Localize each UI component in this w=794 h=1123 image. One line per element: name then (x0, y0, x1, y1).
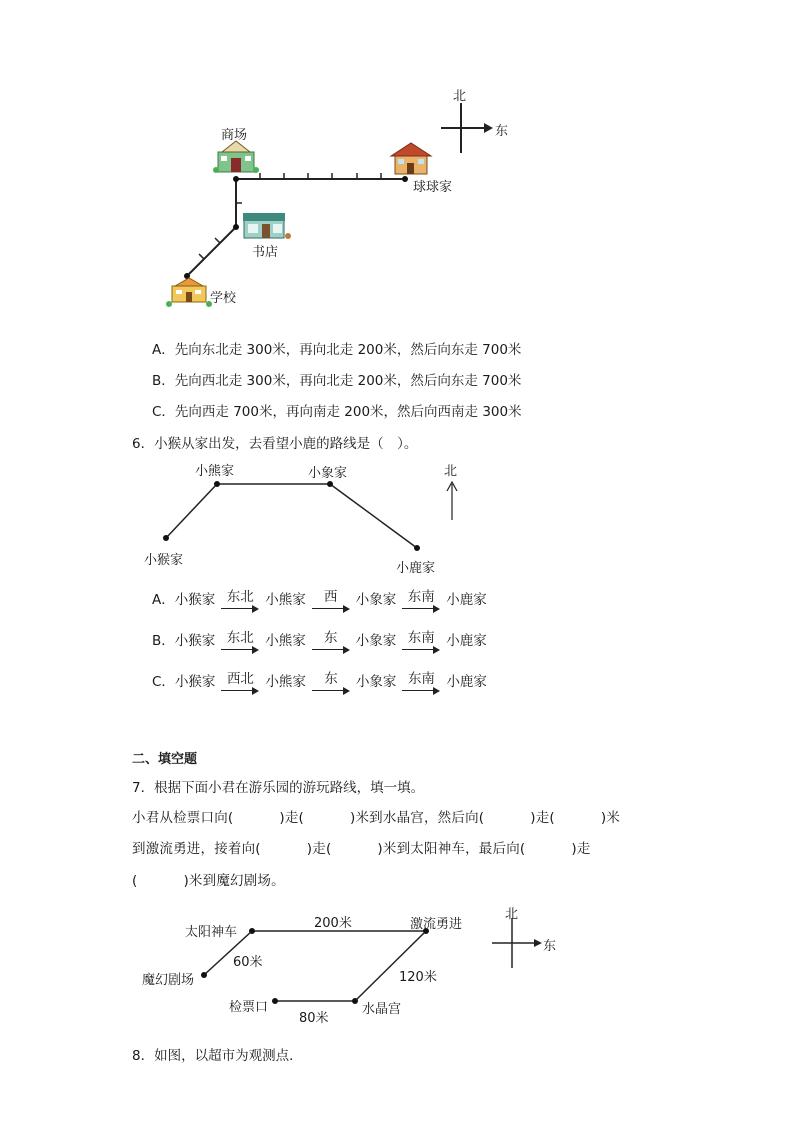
monkey-home-label: 小猴家 (144, 553, 184, 568)
house-icon (391, 143, 431, 174)
compass-icon (492, 918, 542, 968)
q5-option-b: B．先向西北走 300米，再向北走 200米，然后向东走 700米 (152, 373, 522, 389)
compass-east-label: 东 (495, 124, 509, 139)
crystal-palace-label: 水晶宫 (362, 1002, 402, 1017)
section-heading: 二、填空题 (132, 752, 198, 767)
q7-title: 7．根据下面小君在游乐园的游玩路线，填一填。 (132, 780, 425, 796)
school-label: 学校 (210, 291, 237, 306)
route-arrow: 东北 (221, 588, 259, 612)
route-arrow: 东北 (221, 629, 259, 653)
q5-option-a: A．先向东北走 300米，再向北走 200米，然后向东走 700米 (152, 342, 522, 358)
map-route-school (0, 0, 794, 330)
route-arrow: 东 (312, 670, 350, 694)
qiuqiu-home-label: 球球家 (413, 180, 453, 195)
magic-theater-label: 魔幻剧场 (142, 973, 195, 988)
distance-120-label: 120米 (399, 970, 437, 985)
q5-option-c: C．先向西走 700米，再向南走 200米，然后向西南走 300米 (152, 404, 522, 420)
distance-200-label: 200米 (314, 916, 352, 931)
rapids-label: 激流勇进 (410, 917, 463, 932)
q7-line-3: ( )米到魔幻剧场。 (132, 873, 285, 889)
q7-line-2: 到激流勇进，接着向( )走( )米到太阳神车，最后向( )走 (132, 841, 591, 857)
sun-car-label: 太阳神车 (185, 925, 238, 940)
q6-north-label: 北 (444, 464, 458, 479)
school-icon (166, 278, 212, 307)
distance-80-label: 80米 (299, 1011, 329, 1026)
route-arrow: 东南 (402, 629, 440, 653)
route-arrow: 东南 (402, 670, 440, 694)
q6-question: 6．小猴从家出发，去看望小鹿的路线是（ ）。 (132, 436, 418, 452)
bookstore-label: 书店 (252, 245, 279, 260)
mall-building-icon (213, 141, 259, 173)
q8-title: 8．如图，以超市为观测点． (132, 1048, 303, 1064)
bookstore-icon (243, 213, 291, 239)
compass-north-label: 北 (453, 89, 467, 104)
north-arrow-icon (447, 482, 457, 520)
q6-option-a: A．小猴家 东北 小熊家 西 小象家 东南 小鹿家 (152, 588, 487, 612)
bear-home-label: 小熊家 (195, 464, 235, 479)
distance-60-label: 60米 (233, 955, 263, 970)
q6-option-b: B．小猴家 东北 小熊家 东 小象家 东南 小鹿家 (152, 629, 487, 653)
deer-home-label: 小鹿家 (396, 561, 436, 576)
route-arrow: 西北 (221, 670, 259, 694)
route-arrow: 东南 (402, 588, 440, 612)
q7-north-label: 北 (505, 907, 519, 922)
elephant-home-label: 小象家 (308, 466, 348, 481)
q6-option-c: C．小猴家 西北 小熊家 东 小象家 东南 小鹿家 (152, 670, 487, 694)
compass-icon (441, 103, 493, 153)
mall-label: 商场 (221, 128, 248, 143)
q7-line-1: 小君从检票口向( )走( )米到水晶宫，然后向( )走( )米 (132, 810, 621, 826)
route-arrow: 东 (312, 629, 350, 653)
q7-east-label: 东 (543, 939, 557, 954)
route-arrow: 西 (312, 588, 350, 612)
ticket-gate-label: 检票口 (229, 1000, 269, 1015)
